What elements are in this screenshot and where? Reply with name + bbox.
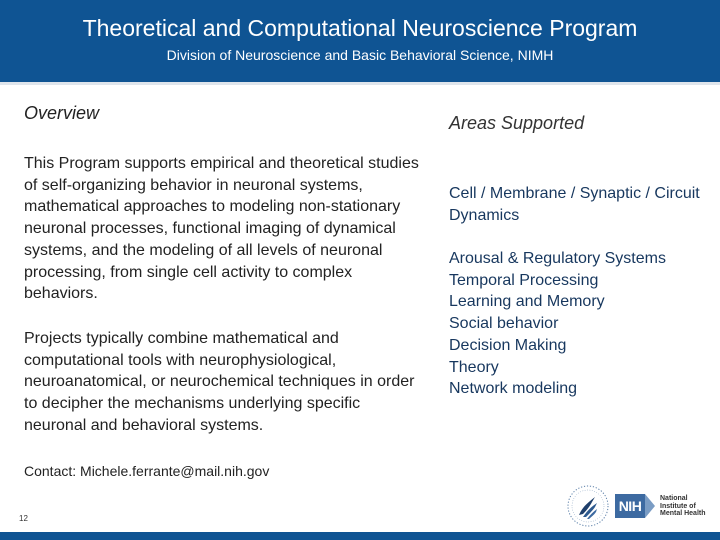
overview-paragraph-1: This Program supports empirical and theoretical studies of self-organizing behavior in neuronal systems, mathematical approaches to modeling non-stationary neuronal processes, functional imaging of dynamical systems, and the modeling of all levels of neuronal processing, from single cell activity to complex behaviors.	[24, 155, 419, 303]
area-item: Social behavior	[449, 315, 559, 333]
area-item: Decision Making	[449, 336, 567, 354]
area-item: Arousal & Regulatory Systems	[449, 250, 666, 267]
overview-heading: Overview	[24, 103, 100, 123]
footer-bar	[0, 532, 720, 540]
logo-area	[566, 484, 714, 530]
areas-block-2	[449, 248, 711, 400]
areas-heading: Areas Supported	[449, 113, 585, 133]
page-number: 12	[19, 514, 28, 523]
slide-header	[0, 0, 720, 82]
hhs-seal-icon	[566, 484, 610, 528]
contact-email[interactable]: Contact: Michele.ferrante@mail.nih.gov	[24, 463, 270, 479]
nih-logo: NIH	[615, 494, 645, 518]
area-item: Temporal Processing	[449, 271, 599, 289]
slide-subtitle: Division of Neuroscience and Basic Behavioral Science, NIMH	[166, 47, 554, 63]
area-item: Learning and Memory	[449, 293, 605, 311]
areas-block-1	[449, 183, 711, 226]
area-item: Cell / Membrane / Synaptic / Circuit Dynamics	[449, 185, 700, 224]
area-item: Network modeling	[449, 380, 578, 398]
nih-logo-chevron	[645, 494, 657, 518]
header-divider	[0, 82, 720, 85]
area-item: Theory	[449, 358, 499, 376]
slide-title: Theoretical and Computational Neuroscience Program	[82, 15, 638, 41]
institute-name: National Institute of Mental Health	[660, 495, 706, 517]
overview-paragraph-2: Projects typically combine mathematical and computational tools with neurophysiological, neuroanatomical, or neurochemical techniques in order to decipher the mechanisms underlying specific neuronal and behavioral systems.	[24, 330, 415, 434]
